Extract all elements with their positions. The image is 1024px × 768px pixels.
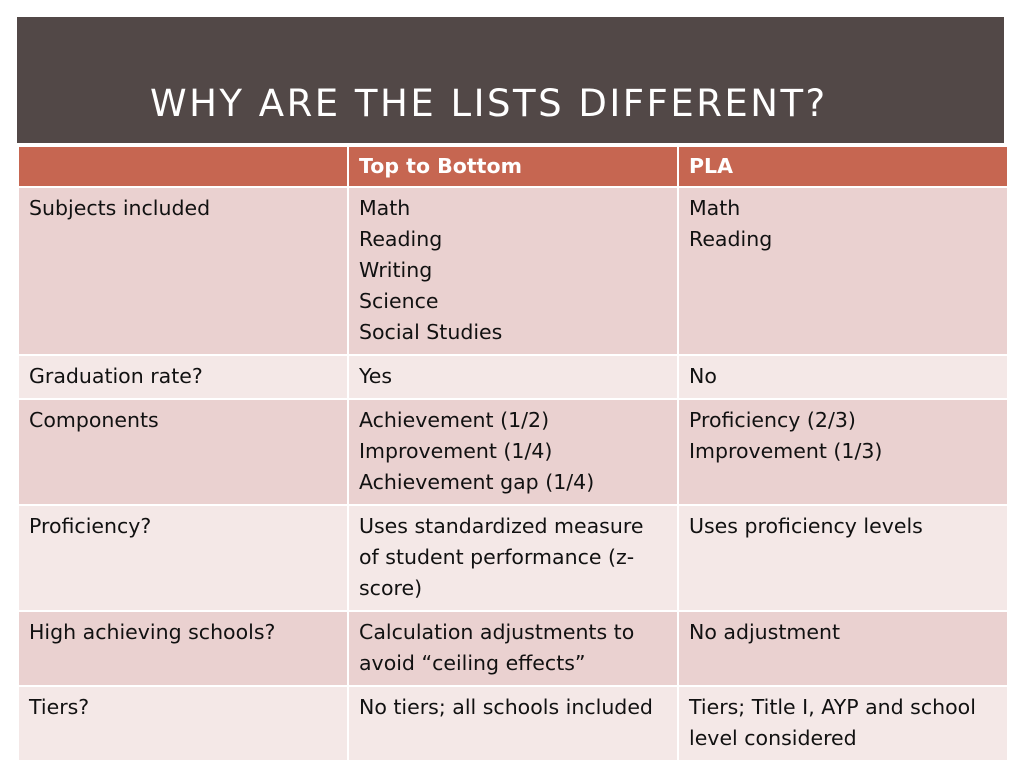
pla-cell (678, 399, 1008, 505)
table-row-proficiency (18, 505, 1008, 611)
slide-title: WHY ARE THE LISTS DIFFERENT? (150, 82, 828, 125)
row-label: Tiers? (18, 686, 348, 761)
top-to-bottom-cell (348, 686, 678, 761)
row-label: High achieving schools? (18, 611, 348, 686)
table-row-high-achieving (18, 611, 1008, 686)
cell-line: Proficiency (2/3) (689, 408, 856, 432)
header-cell-top-to-bottom: Top to Bottom (348, 146, 678, 187)
top-to-bottom-cell (348, 399, 678, 505)
cell-line: Math (689, 196, 741, 220)
pla-cell (678, 611, 1008, 686)
cell-line: Reading (689, 227, 773, 251)
cell-line: Yes (359, 364, 393, 388)
cell-text: No adjustment (689, 620, 840, 644)
cell-line: Improvement (1/4) (359, 439, 553, 463)
cell-text: Uses standardized measure of student performance (z-score) (359, 514, 644, 600)
table-row-tiers (18, 686, 1008, 761)
row-label: Components (18, 399, 348, 505)
header-row (18, 146, 1008, 187)
cell-text: Tiers; Title I, AYP and school level considered (689, 695, 976, 750)
top-to-bottom-cell (348, 187, 678, 355)
table-row-subjects (18, 187, 1008, 355)
cell-line: Math (359, 196, 411, 220)
comparison-table-container (17, 145, 1007, 762)
row-label: Proficiency? (18, 505, 348, 611)
cell-line: No (689, 364, 717, 388)
pla-cell (678, 686, 1008, 761)
cell-line: Social Studies (359, 320, 503, 344)
top-to-bottom-cell (348, 505, 678, 611)
cell-line: Achievement gap (1/4) (359, 470, 595, 494)
cell-line: Science (359, 289, 439, 313)
cell-line: Writing (359, 258, 433, 282)
row-label: Graduation rate? (18, 355, 348, 399)
pla-cell (678, 187, 1008, 355)
cell-line: Achievement (1/2) (359, 408, 550, 432)
cell-text: Calculation adjustments to avoid “ceiling effects” (359, 620, 635, 675)
pla-cell (678, 505, 1008, 611)
table-row-components (18, 399, 1008, 505)
top-to-bottom-cell (348, 355, 678, 399)
header-cell-pla: PLA (678, 146, 1008, 187)
cell-line: Improvement (1/3) (689, 439, 883, 463)
table-row-graduation-rate (18, 355, 1008, 399)
pla-cell (678, 355, 1008, 399)
row-label: Subjects included (18, 187, 348, 355)
comparison-table (17, 145, 1009, 762)
cell-text: Uses proficiency levels (689, 514, 923, 538)
header-cell-empty (18, 146, 348, 187)
top-to-bottom-cell (348, 611, 678, 686)
cell-line: Reading (359, 227, 443, 251)
cell-text: No tiers; all schools included (359, 695, 653, 719)
